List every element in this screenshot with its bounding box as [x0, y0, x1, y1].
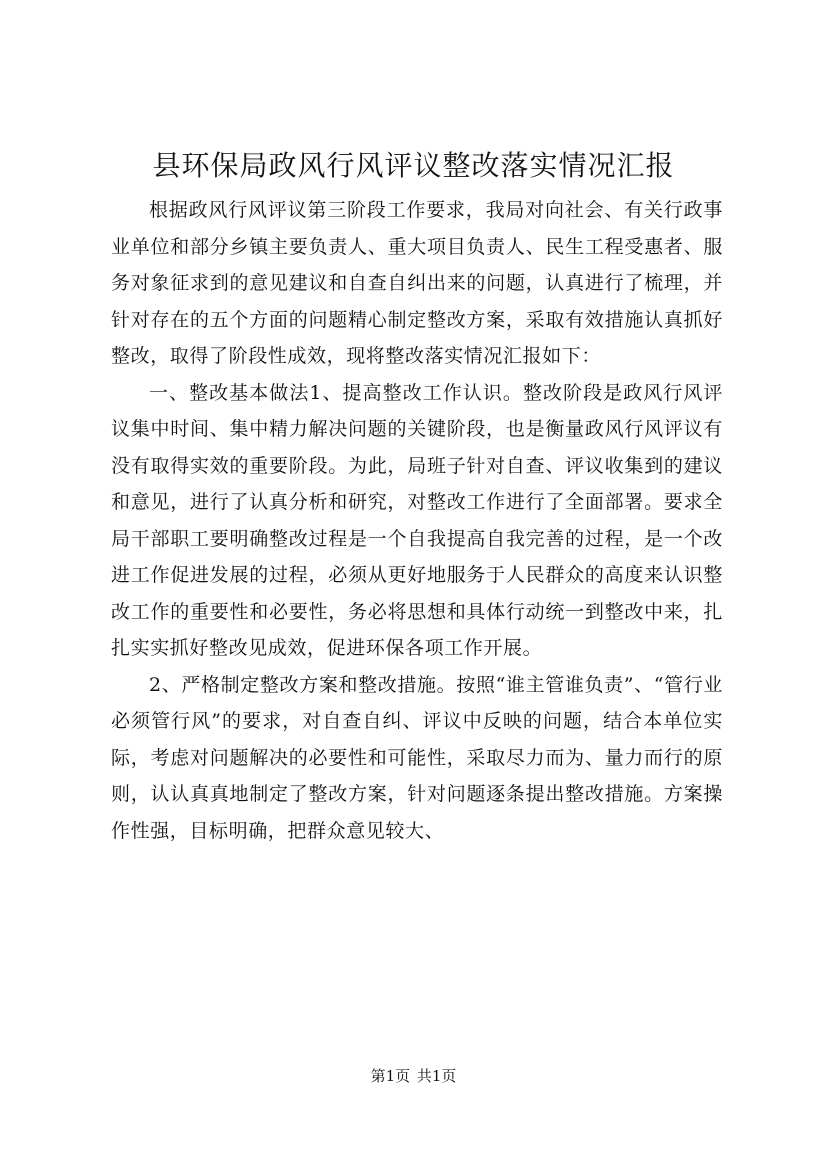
paragraph-section-1: 一、整改基本做法1、提高整改工作认识。整改阶段是政风行风评议集中时间、集中精力解决问题的关键阶段，也是衡量政风行风评议有没有取得实效的重要阶段。为此，局班子针对自查、评议收集到的建议和意见，进行了认真分析和研究，对整改工作进行了全面部署。要求全局干部职工要明确整改过程是一个自我提高自我完善的过程，是一个改进工作促进发展的过程，必须从更好地服务于人民群众的高度来认识整改工作的重要性和必要性，务必将思想和具体行动统一到整改中来，扎扎实实抓好整改见成效，促进环保各项工作开展。	[111, 381, 723, 659]
page-footer	[0, 1066, 827, 1086]
page-number: 第1页	[370, 1067, 411, 1085]
document-body	[111, 192, 723, 849]
paragraph-intro: 根据政风行风评议第三阶段工作要求，我局对向社会、有关行政事业单位和部分乡镇主要负责人、重大项目负责人、民生工程受惠者、服务对象征求到的意见建议和自查自纠出来的问题，认真进行了梳理，并针对存在的五个方面的问题精心制定整改方案，采取有效措施认真抓好整改，取得了阶段性成效，现将整改落实情况汇报如下：	[111, 199, 723, 367]
page-total: 共1页	[416, 1067, 457, 1085]
paragraph-section-2: 2、严格制定整改方案和整改措施。按照“谁主管谁负责”、“管行业必须管行风”的要求，对自查自纠、评议中反映的问题，结合本单位实际，考虑对问题解决的必要性和可能性，采取尽力而为、量力而行的原则，认认真真地制定了整改方案，针对问题逐条提出整改措施。方案操作性强，目标明确，把群众意见较大、	[111, 673, 723, 842]
document-title: 县环保局政风行风评议整改落实情况汇报	[152, 149, 675, 182]
